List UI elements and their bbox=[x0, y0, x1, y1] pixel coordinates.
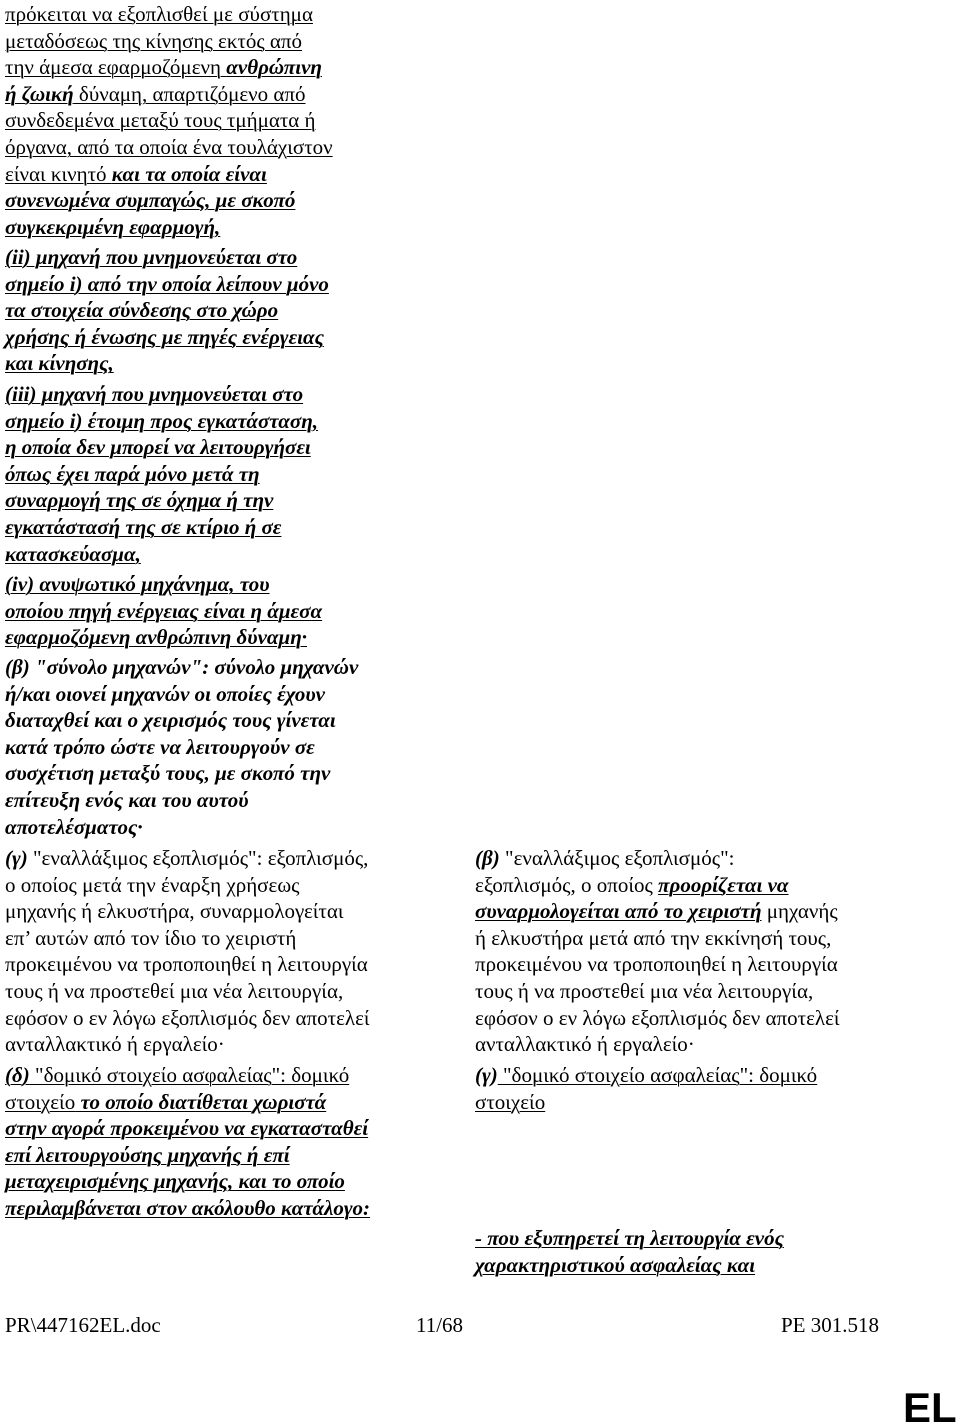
text-line bbox=[5, 487, 318, 514]
emphasis-segment: τα στοιχεία σύνδεσης στο χώρο bbox=[5, 298, 279, 323]
emphasis-segment: σημείο i) από την οποία λείπουν μόνο bbox=[5, 271, 329, 296]
text-segment: μηχανής bbox=[761, 899, 838, 924]
text-line bbox=[5, 654, 358, 681]
emphasis-segment: συγκεκριμένη εφαρμογή, bbox=[5, 214, 221, 239]
emphasis-segment: προορίζεται να bbox=[658, 872, 789, 897]
text-segment: μηχανής ή ελκυστήρα, συναρμολογείται bbox=[5, 899, 344, 924]
text-line bbox=[5, 571, 322, 598]
text-line bbox=[475, 1005, 840, 1032]
emphasis-segment: περιλαμβάνεται στον ακόλουθο κατάλογο: bbox=[5, 1195, 371, 1220]
text-segment: επ’ αυτών από τον ίδιο το χειριστή bbox=[5, 925, 297, 950]
emphasis-segment: η οποία δεν μπορεί να λειτουργήσει bbox=[5, 435, 311, 460]
text-line bbox=[5, 1031, 370, 1058]
text-line bbox=[5, 350, 329, 377]
text-line bbox=[5, 898, 370, 925]
text-segment: εξοπλισμός, ο οποίος bbox=[475, 872, 659, 897]
text-line bbox=[5, 244, 329, 271]
emphasis-segment: ανθρώπινη bbox=[226, 55, 322, 80]
emphasis-segment: επίτευξη ενός και του αυτού bbox=[5, 787, 249, 812]
text-segment: στοιχείο bbox=[475, 1089, 546, 1114]
emphasis-segment: (iii) μηχανή που μνημονεύεται στο bbox=[5, 382, 304, 406]
text-line bbox=[475, 1062, 817, 1089]
emphasis-segment: χαρακτηριστικού ασφαλείας και bbox=[475, 1252, 756, 1277]
text-line bbox=[5, 214, 333, 241]
emphasis-segment: συνενωμένα συμπαγώς, με σκοπό bbox=[5, 188, 296, 213]
emphasis-segment: (ii) μηχανή που μνημονεύεται στο bbox=[5, 245, 298, 269]
text-line bbox=[475, 898, 840, 925]
emphasis-segment: επί λειτουργούσης μηχανής ή επί bbox=[5, 1142, 290, 1167]
item-marker: (δ) bbox=[5, 1063, 30, 1087]
text-line bbox=[475, 1089, 817, 1116]
emphasis-segment: εγκατάστασή της σε κτίριο ή σε bbox=[5, 514, 282, 539]
text-line bbox=[5, 951, 370, 978]
text-line bbox=[5, 787, 358, 814]
text-segment: είναι κινητό bbox=[5, 161, 112, 186]
emphasis-segment: (iv) ανυψωτικό μηχάνημα, του bbox=[5, 572, 270, 596]
item-marker: (γ) bbox=[475, 1063, 498, 1087]
text-line bbox=[5, 514, 318, 541]
text-line bbox=[5, 598, 322, 625]
text-segment: "δομικό στοιχείο ασφαλείας": δομικό bbox=[497, 1063, 818, 1087]
text-line bbox=[5, 461, 318, 488]
text-line bbox=[5, 624, 322, 651]
left-paragraph-c bbox=[5, 845, 370, 1058]
text-line bbox=[5, 324, 329, 351]
text-line bbox=[5, 381, 318, 408]
text-segment: "εναλλάξιμος εξοπλισμός": εξοπλισμός, bbox=[27, 846, 369, 870]
text-line bbox=[475, 978, 840, 1005]
text-line bbox=[5, 161, 333, 188]
text-segment: συνδεδεμένα μεταξύ τους τμήματα ή bbox=[5, 108, 316, 133]
left-paragraph-i-continued bbox=[5, 1, 333, 240]
emphasis-segment: (β) "σύνολο μηχανών": σύνολο μηχανών bbox=[5, 655, 359, 679]
text-line bbox=[5, 28, 333, 55]
text-line bbox=[5, 81, 333, 108]
text-line bbox=[475, 951, 840, 978]
emphasis-segment: - που εξυπηρετεί τη λειτουργία ενός bbox=[475, 1226, 784, 1250]
emphasis-segment: συναρμολογείται από το χειριστή bbox=[475, 899, 762, 924]
emphasis-segment: χρήσης ή ένωσης με πηγές ενέργειας bbox=[5, 324, 324, 349]
emphasis-segment: οποίου πηγή ενέργειας είναι η άμεσα bbox=[5, 598, 323, 623]
text-segment: ή ελκυστήρα μετά από την εκκίνησή τους, bbox=[475, 925, 832, 950]
text-segment: προκειμένου να τροποποιηθεί η λειτουργία bbox=[5, 952, 368, 977]
text-segment: "εναλλάξιμος εξοπλισμός": bbox=[499, 846, 735, 870]
emphasis-segment: αποτελέσματος· bbox=[5, 814, 143, 839]
text-segment: μεταδόσεως της κίνησης εκτός από bbox=[5, 28, 303, 53]
text-line bbox=[475, 925, 840, 952]
text-line bbox=[475, 1225, 784, 1252]
emphasis-segment: κατά τρόπο ώστε να λειτουργούν σε bbox=[5, 734, 315, 759]
footer-page-number: 11/68 bbox=[416, 1313, 464, 1337]
emphasis-segment: συναρμογή της σε όχημα ή την bbox=[5, 488, 274, 513]
text-line bbox=[5, 1, 333, 28]
text-line bbox=[5, 1195, 370, 1222]
emphasis-segment: εφαρμοζόμενη ανθρώπινη δύναμη· bbox=[5, 625, 307, 650]
text-line bbox=[5, 1168, 370, 1195]
text-line bbox=[5, 134, 333, 161]
footer-pe-number: PE 301.518 bbox=[781, 1313, 880, 1337]
text-segment: τους ή να προστεθεί μια νέα λειτουργία, bbox=[5, 978, 344, 1003]
text-line bbox=[5, 541, 318, 568]
left-paragraph-iv bbox=[5, 571, 322, 651]
emphasis-segment: στην αγορά προκειμένου να εγκατασταθεί bbox=[5, 1116, 369, 1141]
text-segment: ανταλλακτικό ή εργαλείο· bbox=[5, 1032, 225, 1057]
text-segment: στοιχείο bbox=[5, 1089, 76, 1114]
text-line bbox=[5, 872, 370, 899]
language-code: EL bbox=[903, 1384, 957, 1427]
emphasis-segment: ή ζωική bbox=[5, 81, 74, 106]
text-line bbox=[475, 1252, 784, 1279]
text-line bbox=[5, 271, 329, 298]
text-line bbox=[5, 925, 370, 952]
text-line bbox=[5, 1062, 370, 1089]
emphasis-segment: συσχέτιση μεταξύ τους, με σκοπό την bbox=[5, 761, 331, 786]
text-line bbox=[5, 408, 318, 435]
text-line bbox=[5, 1089, 370, 1116]
right-paragraph-dash-item bbox=[475, 1225, 784, 1278]
emphasis-segment: ή/και οιονεί μηχανών οι οποίες έχουν bbox=[5, 681, 326, 706]
text-line bbox=[5, 978, 370, 1005]
text-segment: τους ή να προστεθεί μια νέα λειτουργία, bbox=[475, 978, 814, 1003]
text-line bbox=[5, 107, 333, 134]
item-marker: (β) bbox=[475, 846, 500, 870]
emphasis-segment: διαταχθεί και ο χειρισμός τους γίνεται bbox=[5, 708, 336, 733]
text-segment: προκειμένου να τροποποιηθεί η λειτουργία bbox=[475, 952, 838, 977]
text-line bbox=[5, 707, 358, 734]
text-segment: πρόκειται να εξοπλισθεί με σύστημα bbox=[5, 2, 313, 26]
text-segment: ο οποίος μετά την έναρξη χρήσεως bbox=[5, 872, 300, 897]
text-segment: την άμεσα εφαρμοζόμενη bbox=[5, 55, 227, 80]
right-paragraph-c bbox=[475, 1062, 817, 1115]
text-segment: δύναμη, απαρτιζόμενο από bbox=[73, 81, 306, 106]
left-paragraph-ii bbox=[5, 244, 329, 377]
text-segment: ανταλλακτικό ή εργαλείο· bbox=[475, 1032, 695, 1057]
text-line bbox=[475, 1031, 840, 1058]
text-line bbox=[475, 845, 840, 872]
text-segment: "δομικό στοιχείο ασφαλείας": δομικό bbox=[29, 1063, 350, 1087]
text-line bbox=[5, 760, 358, 787]
text-line bbox=[5, 814, 358, 841]
emphasis-segment: και κίνησης, bbox=[5, 351, 114, 376]
text-line bbox=[5, 1115, 370, 1142]
text-segment: όργανα, από τα οποία ένα τουλάχιστον bbox=[5, 134, 333, 159]
text-line bbox=[5, 297, 329, 324]
text-line bbox=[475, 872, 840, 899]
emphasis-segment: σημείο i) έτοιμη προς εγκατάσταση, bbox=[5, 408, 319, 433]
text-line bbox=[5, 54, 333, 81]
left-paragraph-d bbox=[5, 1062, 370, 1222]
text-segment: εφόσον ο εν λόγω εξοπλισμός δεν αποτελεί bbox=[5, 1005, 370, 1030]
text-line bbox=[5, 734, 358, 761]
emphasis-segment: κατασκεύασμα, bbox=[5, 541, 141, 566]
item-marker: (γ) bbox=[5, 846, 28, 870]
emphasis-segment: μεταχειρισμένης μηχανής, και το οποίο bbox=[5, 1169, 345, 1194]
text-line bbox=[5, 187, 333, 214]
text-line bbox=[5, 681, 358, 708]
left-paragraph-b bbox=[5, 654, 358, 840]
text-line bbox=[5, 845, 370, 872]
right-paragraph-b bbox=[475, 845, 840, 1058]
text-segment: εφόσον ο εν λόγω εξοπλισμός δεν αποτελεί bbox=[475, 1005, 840, 1030]
text-line bbox=[5, 434, 318, 461]
emphasis-segment: όπως έχει παρά μόνο μετά τη bbox=[5, 461, 260, 486]
footer-document-reference: PR\447162EL.doc bbox=[5, 1313, 161, 1337]
text-line bbox=[5, 1005, 370, 1032]
left-paragraph-iii bbox=[5, 381, 318, 567]
emphasis-segment: το οποίο διατίθεται χωριστά bbox=[75, 1089, 327, 1114]
emphasis-segment: και τα οποία είναι bbox=[111, 161, 267, 186]
text-line bbox=[5, 1142, 370, 1169]
